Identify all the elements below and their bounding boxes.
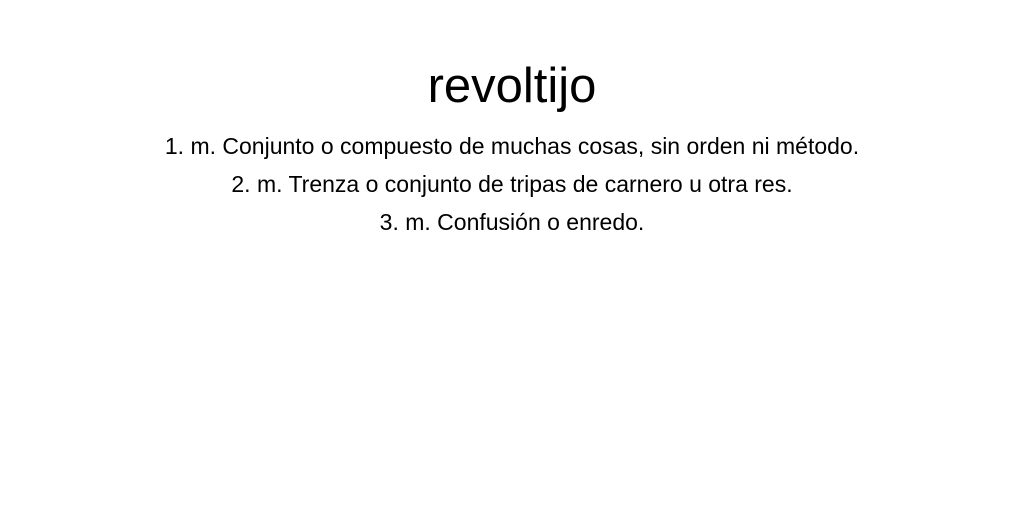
definition-1: 1. m. Conjunto o compuesto de muchas cosas, sin orden ni método. bbox=[164, 133, 860, 159]
definition-list bbox=[0, 127, 1024, 241]
definition-2: 2. m. Trenza o conjunto de tripas de carnero u otra res. bbox=[231, 171, 793, 197]
definition-3: 3. m. Confusión o enredo. bbox=[379, 209, 645, 235]
headword: revoltijo bbox=[427, 59, 597, 113]
